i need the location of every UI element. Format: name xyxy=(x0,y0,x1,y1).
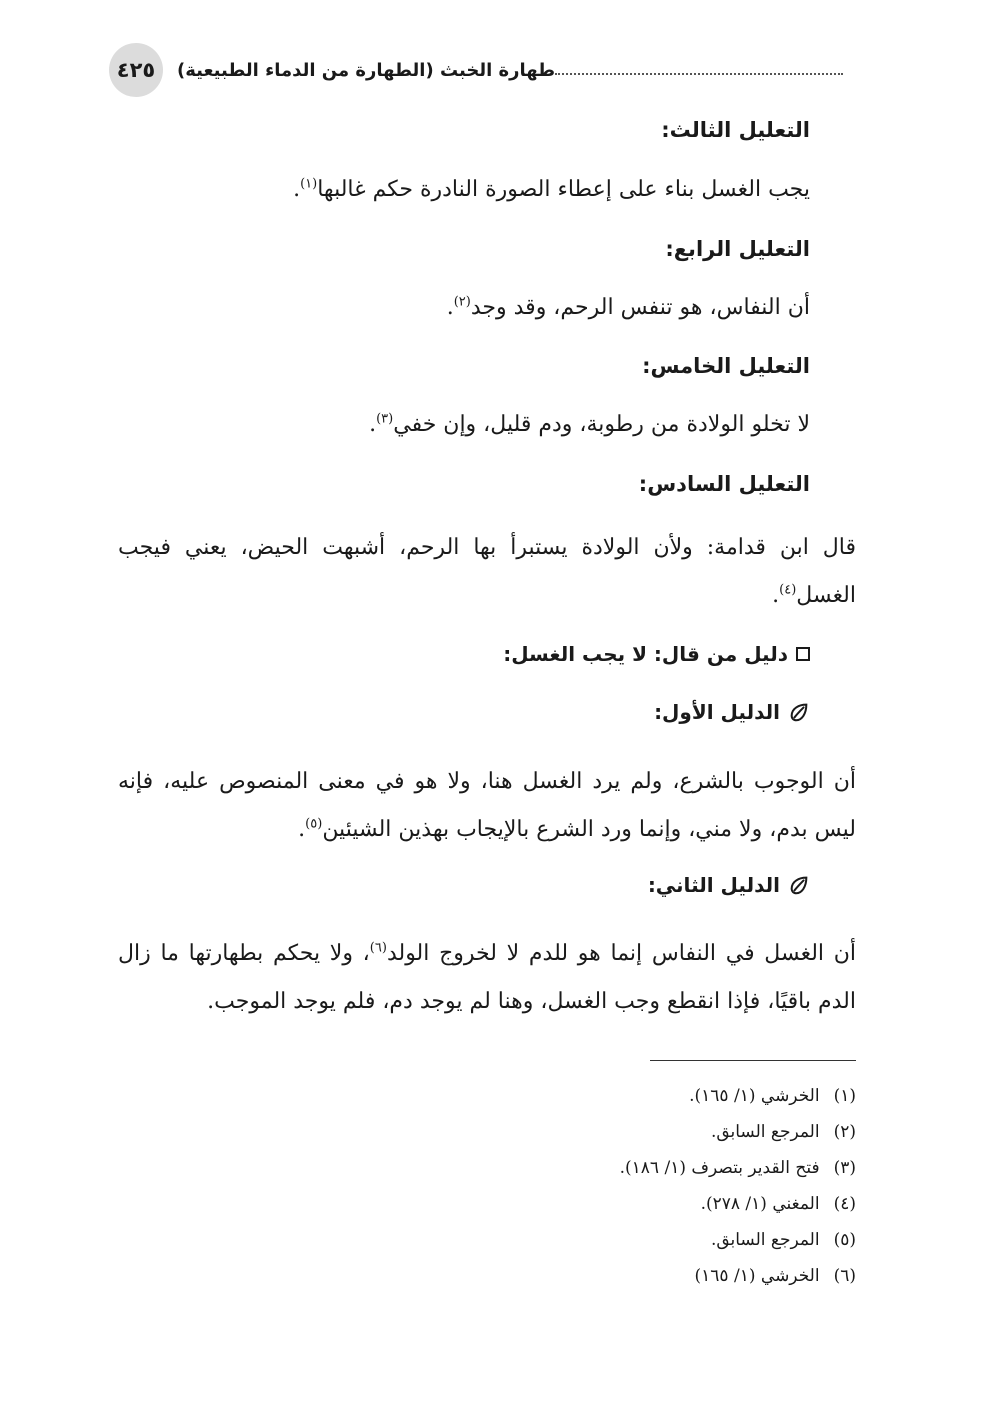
heading-first-evidence: الدليل الأول: xyxy=(118,700,810,724)
footnote-item: (٢) المرجع السابق. xyxy=(710,1122,856,1142)
heading-second-evidence: الدليل الثاني: xyxy=(118,873,810,897)
footnotes-list xyxy=(560,1078,856,1294)
paragraph-third-reasoning: يجب الغسل بناء على إعطاء الصورة النادرة حكم غالبها$^{(١)}$. xyxy=(293,176,810,202)
page-number: ٤٢٥ xyxy=(116,58,156,82)
footnote-item: (٥) المرجع السابق. xyxy=(710,1230,856,1250)
paragraph-fifth-reasoning: لا تخلو الولادة من رطوبة، ودم قليل، وإن خفي$^{(٣)}$. xyxy=(369,411,810,437)
heading-third-reasoning: التعليل الثالث: xyxy=(661,118,810,142)
paragraph-first-evidence: أن الوجوب بالشرع، ولم يرد الغسل هنا، ولا هو في معنى المنصوص عليه، فإنه ليس بدم، ولا مني، وإنما ورد الشرع بالإيجاب بهذين الشيئين$^{(٥)}$. xyxy=(118,769,856,842)
heading-fourth-reasoning: التعليل الرابع: xyxy=(665,237,810,261)
footnote-item: (٦) الخرشي (١/ ١٦٥) xyxy=(694,1266,856,1286)
leaf-ornament-icon xyxy=(788,701,810,723)
footnote-item: (٤) المغني (١/ ٢٧٨). xyxy=(700,1194,856,1214)
footnote-ref-4[interactable]: (٤) xyxy=(779,582,797,598)
running-title: طهارة الخبث (الطهارة من الدماء الطبيعية) xyxy=(177,59,556,81)
footnote-ref-3[interactable]: (٣) xyxy=(376,411,394,427)
footnote-divider xyxy=(650,1060,856,1061)
footnote-item: (٣) فتح القدير بتصرف (١/ ١٨٦). xyxy=(619,1158,856,1178)
footnote-ref-5[interactable]: (٥) xyxy=(305,816,323,832)
paragraph-fourth-reasoning: أن النفاس، هو تنفس الرحم، وقد وجد$^{(٢)}$. xyxy=(446,294,810,320)
header-dotted-leader xyxy=(555,73,843,75)
checkbox-icon xyxy=(796,647,810,661)
paragraph-second-evidence: أن الغسل في النفاس إنما هو للدم لا لخروج الولد$^{(٦)}$، ولا يحكم بطهارتها ما زال الدم باقيًا، فإذا انقطع وجب الغسل، وهنا لم يوجد دم، فلم يوجد الموجب. xyxy=(118,940,857,1014)
running-header xyxy=(175,52,843,88)
leaf-ornament-icon xyxy=(788,874,810,896)
page-number-badge xyxy=(109,43,163,97)
paragraph-sixth-reasoning: قال ابن قدامة: ولأن الولادة يستبرأ بها الرحم، أشبهت الحيض، يعني فيجب الغسل$^{(٤)}$. xyxy=(118,535,856,608)
footnote-ref-2[interactable]: (٢) xyxy=(453,294,471,310)
footnote-item: (١) الخرشي (١/ ١٦٥). xyxy=(689,1086,856,1106)
section-evidence-no-wash: دليل من قال: لا يجب الغسل: xyxy=(118,642,810,666)
footnote-ref-1[interactable]: (١) xyxy=(300,176,318,192)
footnote-ref-6[interactable]: (٦) xyxy=(369,940,387,956)
heading-sixth-reasoning: التعليل السادس: xyxy=(638,472,810,496)
heading-fifth-reasoning: التعليل الخامس: xyxy=(642,354,810,378)
